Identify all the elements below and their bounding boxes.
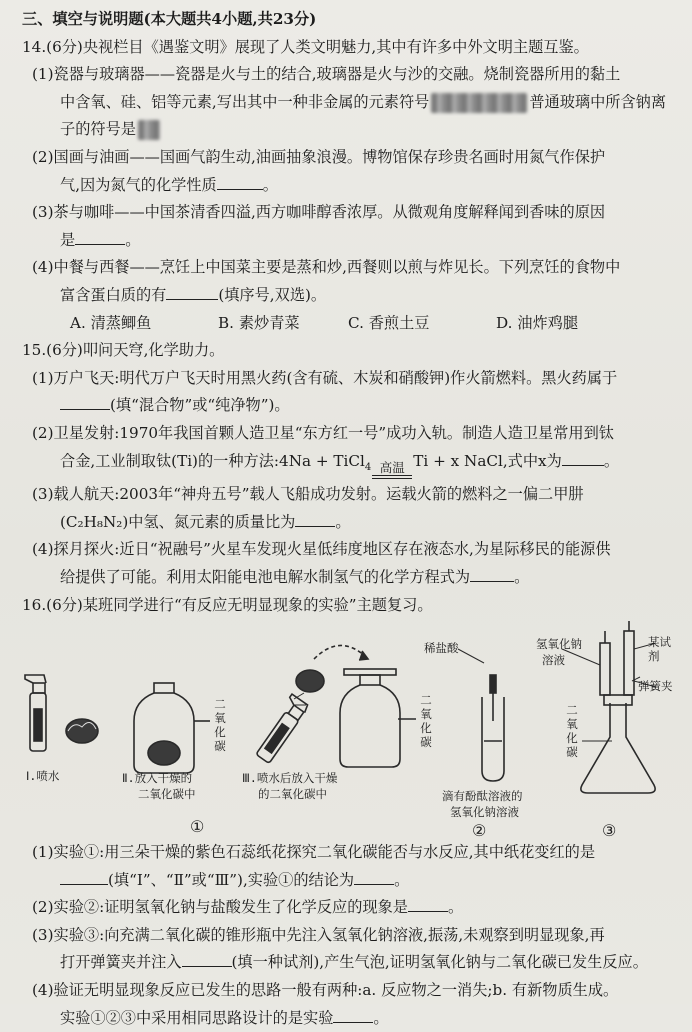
q15-part4-line2: 给提供了可能。利用太阳能电池电解水制氢气的化学方程式为 。: [22, 564, 678, 592]
option-d[interactable]: D. 油炸鸡腿: [496, 313, 579, 332]
q16-part1-text: (填“Ⅰ”、“Ⅱ”或“Ⅲ”),实验①的结论为: [108, 870, 355, 889]
q14-part1-line3: [22, 116, 678, 144]
q14-part1-line2: [22, 89, 678, 117]
q14-part4-line1: (4)中餐与西餐——烹饪上中国菜主要是蒸和炒,西餐则以煎与炸见长。下列烹饪的食物中: [32, 258, 621, 277]
q15-part1-text: (填“混合物”或“纯净物”)。: [110, 396, 290, 415]
q14-part4-text-cont: (填序号,双选)。: [218, 285, 327, 304]
q15-part3-line1: (3)载人航天:2003年“神舟五号”载人飞船成功发射。运载火箭的燃料之一偏二甲肼: [32, 485, 584, 504]
q14-part3-line1: (3)茶与咖啡——中国茶清香四溢,西方咖啡醇香浓厚。从微观角度解释闻到香味的原因: [32, 203, 606, 222]
q14-part2-text: 气,因为氮气的化学性质: [60, 175, 217, 194]
answer-blank[interactable]: [354, 868, 394, 885]
experiment-figure: [22, 621, 678, 839]
q15-part4-line1: (4)探月探火:近日“祝融号”火星车发现火星低纬度地区存在液态水,为星际移民的能源供: [32, 540, 611, 559]
redacted-answer: [431, 93, 527, 113]
answer-blank[interactable]: [75, 228, 125, 245]
q15-part1-line2: [22, 392, 678, 420]
answer-blank[interactable]: [408, 895, 448, 912]
step2-caption-line2: 二氧化碳中: [138, 787, 196, 802]
gas-jar-icon: [340, 669, 416, 767]
q16-part4-text: 实验①②③中采用相同思路设计的是实验: [60, 1008, 334, 1027]
q16-part4-line1: (4)验证无明显现象反应已发生的思路一般有两种:a. 反应物之一消失;b. 有新物质生成。: [32, 981, 619, 1000]
q15-part2-line1: (2)卫星发射:1970年我国首颗人造卫星“东方红一号”成功入轨。制造人造卫星常用到钛: [32, 423, 614, 442]
q16-part2-text: (2)实验②:证明氢氧化钠与盐酸发生了化学反应的现象是: [32, 898, 408, 917]
step2-caption-line1: Ⅱ.放入干燥的: [122, 771, 193, 786]
answer-blank[interactable]: [60, 868, 108, 885]
reagent-label: 某试剂: [648, 635, 671, 664]
option-b[interactable]: B. 素炒青菜: [218, 313, 300, 332]
reaction-condition: [372, 461, 412, 479]
naoh-label-line2: 溶液: [542, 653, 565, 668]
option-c[interactable]: C. 香煎土豆: [348, 313, 430, 332]
option-a[interactable]: A. 清蒸鲫鱼: [70, 313, 152, 332]
q16-part3-line1: (3)实验③:向充满二氧化碳的锥形瓶中先注入氢氧化钠溶液,振荡,未观察到明显现象,再: [32, 925, 605, 944]
q15-part3-line2: (C₂H₈N₂)中氢、氮元素的质量比为 。: [22, 509, 678, 537]
q15-equation-subscript: 4: [364, 461, 372, 473]
q14-options: [22, 310, 678, 338]
q15-equation-left: 合金,工业制取钛(Ti)的一种方法:4Na + TiCl: [60, 451, 365, 470]
answer-blank[interactable]: [166, 283, 218, 300]
q16-part2: (2)实验②:证明氢氧化钠与盐酸发生了化学反应的现象是 。: [22, 894, 678, 922]
q14-part1-text-end: 子的符号是: [60, 120, 136, 139]
answer-blank[interactable]: [470, 565, 514, 582]
phenol-label-line1: 滴有酚酞溶液的: [442, 789, 523, 804]
figure-number-2: ②: [472, 821, 487, 841]
paper-flower-icon: [66, 719, 98, 743]
answer-blank[interactable]: [333, 1006, 373, 1023]
co2-label-flask: 二 氧 化 碳: [566, 703, 578, 760]
answer-blank[interactable]: [182, 950, 232, 967]
answer-blank[interactable]: [60, 393, 110, 410]
q16-part3-line2: [22, 949, 678, 977]
q14-part1-text-cont: 普通玻璃中所含钠离: [529, 92, 667, 111]
section-title: 三、填空与说明题(本大题共4小题,共23分): [22, 10, 317, 28]
q14-part2-line2: 气,因为氮气的化学性质 。: [22, 172, 678, 200]
q14-part3-line2: 是 。: [22, 227, 678, 255]
q16-part3-text: 打开弹簧夹并注入: [60, 953, 182, 972]
answer-blank[interactable]: [217, 173, 263, 190]
q15-part1-line1: (1)万户飞天:明代万户飞天时用黑火药(含有硫、木炭和硝酸钾)作火箭燃料。黑火药属于: [32, 368, 618, 387]
paper-flower-icon: [296, 670, 324, 692]
redacted-answer: [138, 120, 160, 140]
q16-part1-line1: (1)实验①:用三朵干燥的紫色石蕊纸花探究二氧化碳能否与水反应,其中纸花变红的是: [32, 843, 596, 862]
figure-number-3: ③: [602, 821, 617, 841]
gas-jar-icon: [134, 683, 210, 773]
acid-label: 稀盐酸: [424, 641, 459, 656]
q15-part2-line2: 合金,工业制取钛(Ti)的一种方法:4Na + TiCl$_4$ 高温 Ti + x NaCl,式中x为 。: [22, 448, 678, 482]
step3-caption-line2: 的二氧化碳中: [258, 787, 327, 802]
condition-label: 高温: [379, 459, 405, 475]
q14-part2-line1: (2)国画与油画——国画气韵生动,油画抽象浪漫。博物馆保存珍贵名画时用氮气作保护: [32, 147, 606, 166]
q14-part4-line2: [22, 282, 678, 310]
answer-blank[interactable]: [295, 510, 335, 527]
co2-label-jar2: 二 氧 化 碳: [214, 697, 226, 754]
step1-caption: Ⅰ.喷水: [26, 769, 60, 784]
test-tube-icon: [458, 649, 504, 781]
arrow-icon: [314, 646, 366, 660]
q16-stem: 16.(6分)某班同学进行“有反应无明显现象的实验”主题复习。: [22, 595, 433, 614]
step3-caption-line1: Ⅲ.喷水后放入干燥: [242, 771, 338, 786]
q15-part3-text: 中氢、氮元素的质量比为: [128, 512, 296, 531]
q14-part3-text: 是: [60, 230, 76, 249]
q15-equation-right: Ti + x NaCl,式中x为: [413, 451, 562, 470]
figure-number-1: ①: [190, 817, 205, 837]
q16-part4-line2: 实验①②③中采用相同思路设计的是实验 。: [22, 1005, 678, 1032]
q15-stem: 15.(6分)叩问天穹,化学助力。: [22, 341, 225, 360]
q15-part4-text: 给提供了可能。利用太阳能电池电解水制氢气的化学方程式为: [60, 567, 471, 586]
q14-stem: 14.(6分)央视栏目《遇鉴文明》展现了人类文明魅力,其中有许多中外文明主题互鉴。: [22, 37, 589, 56]
spray-bottle-icon: [25, 675, 46, 751]
q16-part1-line2: (填“Ⅰ”、“Ⅱ”或“Ⅲ”),实验①的结论为 。: [22, 867, 678, 895]
phenol-label-line2: 氢氧化钠溶液: [450, 805, 519, 820]
spray-bottle-icon: [252, 694, 309, 763]
co2-label-jar3: 二 氧 化 碳: [420, 693, 432, 750]
answer-blank[interactable]: [562, 449, 604, 466]
experiment-diagram: [22, 621, 678, 839]
q14-part1-line1: (1)瓷器与玻璃器——瓷器是火与土的结合,玻璃器是火与沙的交融。烧制瓷器所用的黏土: [32, 65, 621, 84]
q14-part1-text: 中含氧、硅、铝等元素,写出其中一种非金属的元素符号: [60, 92, 430, 111]
naoh-label-line1: 氢氧化钠: [536, 637, 582, 652]
q16-part3-text-cont: (填一种试剂),产生气泡,证明氢氧化钠与二氧化碳已发生反应。: [231, 953, 648, 972]
q15-formula: (C₂H₈N₂): [60, 512, 129, 531]
clip-label: 弹簧夹: [638, 679, 673, 694]
q14-part4-text: 富含蛋白质的有: [60, 285, 167, 304]
